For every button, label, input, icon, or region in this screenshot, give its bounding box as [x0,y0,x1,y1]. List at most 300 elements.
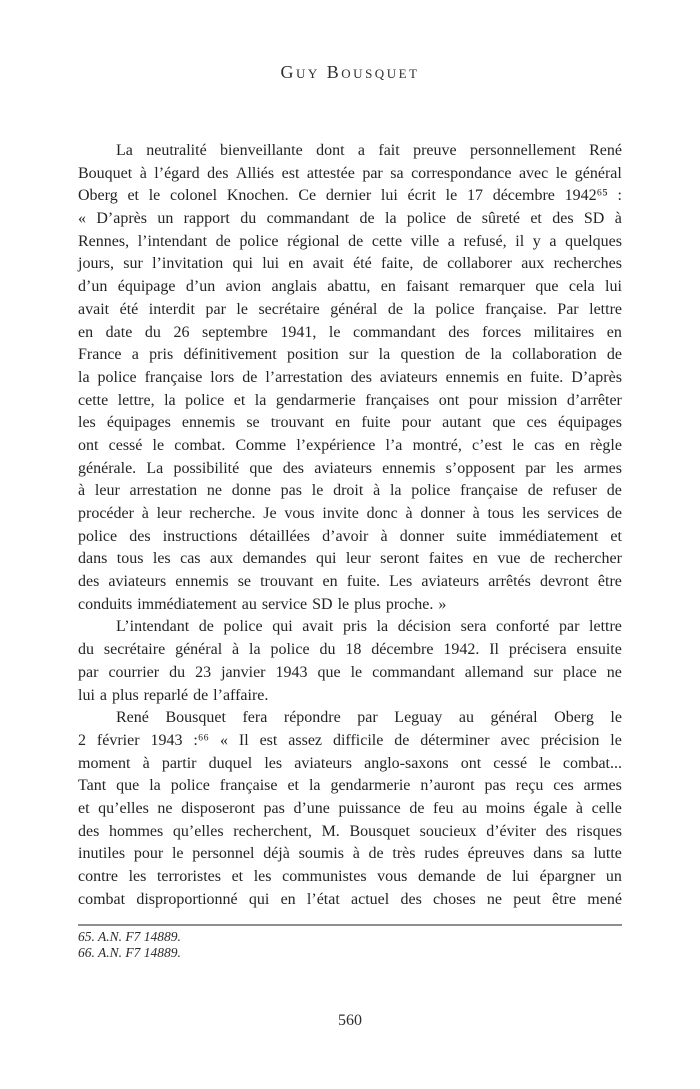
word: collaborer [447,255,512,273]
word: françaises [365,391,430,409]
word: cette [371,232,403,250]
text-line [78,662,622,685]
word: par [525,459,546,477]
word: est [281,164,300,182]
word: c’est [472,436,503,454]
word: se [246,414,260,432]
word: faites [428,550,464,568]
word: aux [209,550,234,568]
word: ennemis [181,414,236,432]
word: le [539,754,551,772]
word: d’un [185,278,216,296]
word: mission [507,391,558,409]
word: de [242,368,258,386]
text-line [78,503,622,526]
word: Alliés [235,164,275,182]
word: date [105,323,133,341]
word: aviateurs [294,754,352,772]
word: de [215,232,231,250]
word: l’invitation [152,255,224,273]
word: un [605,868,622,885]
word: anglais [271,278,317,296]
word: vue [497,550,521,568]
word: les [264,754,283,772]
word: combat [78,890,126,908]
word: militaires [533,323,595,341]
word: le [171,845,184,863]
word: en [380,278,396,296]
word: être [597,573,622,591]
word: française. [485,300,547,318]
word: sa [571,845,585,863]
word: neutralité [146,142,207,159]
word: allemand [464,663,524,681]
word: écrit [407,187,436,205]
word: par [78,663,99,681]
word: lettre [589,618,622,636]
word: moins [485,799,525,817]
word: un [157,210,174,228]
word: ont [438,391,460,409]
word: police [97,368,137,386]
word: colonel [170,187,218,205]
text-line [78,231,622,254]
word: y [532,232,541,250]
text-line [78,616,622,639]
word: correspondance [411,164,512,182]
word: sur [533,663,553,681]
word: attestée [306,164,355,182]
word: s’opposent [445,459,515,477]
word: ennemis [175,573,229,591]
word: ces [526,414,547,432]
word: aviateurs [108,573,167,591]
word: ennemis [382,459,436,477]
word: en [335,414,351,432]
word: le [152,436,165,454]
word: le [445,187,458,205]
text-line [78,707,622,730]
word: ne [486,890,503,908]
word: droit [333,482,364,500]
word: la [378,346,391,364]
word: qui [272,618,293,636]
word: déterminer [420,731,490,749]
word: feu [433,799,454,817]
word: police [223,618,263,636]
word: ces [553,777,574,795]
word: possibilité [173,459,240,477]
word: et [78,799,90,817]
word: à [472,505,480,522]
text-line [78,753,622,776]
word: preuve [413,142,457,159]
word: pas [280,482,302,500]
word: et [231,868,244,885]
word: le [311,482,324,500]
text-line [78,185,622,208]
word: soucieux [419,822,477,840]
word: de [464,346,481,364]
word: devront [539,573,589,591]
word: été [119,300,139,318]
word: lui [512,868,529,885]
word: Les [389,573,413,591]
text-line [78,140,622,163]
word: du [319,641,336,659]
word: seront [380,550,420,568]
word: rudes [424,845,459,863]
word: arrestation [129,482,198,500]
word: le [328,323,341,341]
word: police [185,391,225,409]
word: Tant [78,777,107,795]
word: au [458,709,474,727]
word: de [606,482,622,500]
footnote-rule [78,924,622,926]
text-line [78,843,622,866]
word: en [564,436,580,454]
word: française [219,777,278,795]
word: 1942⁶⁵ [564,187,608,205]
word: des [282,459,305,477]
word: ont [78,436,99,454]
word: à [614,210,622,228]
text-line [78,367,622,390]
word: Il [238,731,249,749]
word: le [148,187,161,205]
word: combat. [174,436,226,454]
word: Ce [298,187,317,205]
word: il [515,232,525,250]
word: fuite. [529,368,564,386]
text-line [78,526,622,549]
word: d’éviter [486,822,536,840]
word: trouvant [260,573,314,591]
word: cas [180,550,201,568]
word: des [448,323,470,341]
word: montré, [412,436,462,454]
word: jours, [78,255,114,273]
word: a [447,232,455,250]
word: police [239,232,279,250]
text-line [78,889,622,912]
word: de [486,868,502,885]
word: qui [315,550,337,568]
word: avion [225,278,262,296]
word: par [357,709,378,727]
word: est [259,731,278,749]
word: recherchent, [233,822,312,840]
word: sa [390,164,404,182]
word: que [249,459,273,477]
word: Leguay [394,709,443,727]
word: partir [161,754,197,772]
word: aviateurs [314,459,372,477]
word: contre [78,868,118,885]
word: secrétaire [258,300,320,318]
word: demandes [242,550,307,568]
word: la [249,641,261,659]
word: ne [606,663,622,681]
word: la [149,777,161,795]
word: qu’elles [172,822,224,840]
word: La [116,142,133,159]
word: d’une [293,799,330,817]
word: reçu [515,777,544,795]
word: février [96,731,140,749]
word: 17 [466,187,483,205]
word: conforté [496,618,550,636]
word: les [555,459,574,477]
word: fuite. [346,573,381,591]
word: ensuite [576,641,622,659]
word: en [288,255,304,273]
word: donner [420,505,465,522]
word: à [142,754,150,772]
word: que [317,663,341,681]
word: l’égard [154,164,200,182]
text-line [78,322,622,345]
word: équipages [106,414,171,432]
word: commandant [266,210,350,228]
word: 1943 [275,663,308,681]
word: des [207,164,229,182]
word: forces [482,323,522,341]
word: sur [348,346,369,364]
word: précision [540,731,600,749]
word: faite, [381,255,414,273]
word: recherche. [189,505,256,522]
word: des [400,890,422,908]
word: l’expérience [296,436,376,454]
word: général [330,300,378,318]
text-line [78,208,622,231]
word: moment [78,754,131,772]
word: par [205,300,226,318]
word: que [535,278,559,296]
word: de [348,232,364,250]
word: à [380,527,388,545]
word: sera [460,618,487,636]
word: tous [487,505,515,522]
word: : [617,187,622,205]
word: ne [206,482,222,500]
word: les [253,868,272,885]
word: équipages [558,414,622,432]
word: par [558,618,580,636]
word: qui [248,890,270,908]
word: la [308,777,321,795]
word: dont [316,142,345,159]
word: leur [345,550,371,568]
word: interdit [148,300,195,318]
text-line [78,435,622,458]
word: aviateurs [379,368,438,386]
word: précisera [508,641,567,659]
word: de [606,505,622,522]
word: et [127,187,139,205]
word: celle [591,799,622,817]
text-line [78,458,622,481]
word: de [387,300,403,318]
text-line [78,390,622,413]
word: française [144,368,203,386]
word: puissance [338,799,401,817]
text-line: lui a plus reparlé de l’affaire. [78,686,269,704]
word: difficile [332,731,384,749]
word: fait [378,142,400,159]
word: septembre [202,323,268,341]
text-line [78,866,622,889]
word: lettre [589,300,622,318]
word: disproportionné [136,890,238,908]
word: invite [322,505,359,522]
word: lettre, [117,391,155,409]
word: René [116,709,149,727]
word: Bouquet [78,164,133,182]
word: du [169,663,186,681]
word: d’avoir [322,527,369,545]
word: la [254,391,267,409]
word: choses [433,890,476,908]
word: a [131,346,139,364]
word: communistes [282,868,367,885]
word: pris [149,346,174,364]
word: sur [123,255,143,273]
word: de [409,799,425,817]
page-number: 560 [338,1012,362,1029]
word: rechercher [554,550,622,568]
body-text [78,140,622,911]
word: cessé [493,754,528,772]
word: épargner [539,868,596,885]
word: du [78,641,94,659]
word: de [198,618,214,636]
text-line [78,412,622,435]
word: à [373,482,381,500]
word: ville [410,232,440,250]
word: janvier [221,663,266,681]
text-line [78,821,622,844]
word: Rennes, [78,232,130,250]
word: avec [518,164,549,182]
text-line [78,775,622,798]
text-line [78,344,622,367]
word: la [376,618,389,636]
word: recherches [553,255,622,273]
text-line [78,253,622,276]
word: pas [484,777,506,795]
word: épreuves [467,845,525,863]
word: 1943 [150,731,183,749]
word: collaboration [512,346,597,364]
word: avait [302,618,334,636]
word: Comme [235,436,287,454]
word: « [219,731,228,749]
word: l’état [306,890,340,908]
word: été [353,255,372,273]
word: SD [583,210,605,228]
word: terroristes [156,868,221,885]
word: faisant [406,278,449,296]
text-line [78,276,622,299]
word: que [492,414,516,432]
word: les [128,868,147,885]
word: anglo-saxons [364,754,449,772]
word: détaillées [249,527,310,545]
text-line [78,798,622,821]
word: les [521,505,540,522]
word: le [350,663,363,681]
word: question [400,346,455,364]
word: rapport [183,210,230,228]
word: d’arrêter [566,391,622,409]
word: 18 [345,641,362,659]
word: Knochen. [226,187,289,205]
word: du [144,323,161,341]
word: décembre [492,187,555,205]
word: en [506,368,523,386]
word: remarquer [459,278,525,296]
word: Oberg [78,187,118,205]
word: générale. [78,459,137,477]
word: avait [312,255,344,273]
word: à [405,505,413,522]
word: général [490,709,538,727]
word: très [392,845,416,863]
word: de [529,550,545,568]
word: n’auront [420,777,475,795]
word: Je [263,505,277,522]
text-line: conduits immédiatement au service SD le plus proche. » [78,595,447,613]
word: inutiles [78,845,126,863]
word: mené [587,890,622,908]
word: à [232,641,240,659]
word: assez [288,731,323,749]
text-line [78,730,622,753]
word: cela [568,278,595,296]
word: la [490,346,502,364]
word: donner [399,527,445,545]
word: des [552,210,574,228]
word: gendarmerie [275,391,356,409]
word: d’un [78,278,108,296]
word: la [164,391,176,409]
word: le [610,731,622,749]
word: police [435,300,475,318]
word: personnel [192,845,255,863]
word: courrier [108,663,160,681]
word: tous [116,550,144,568]
word: police [170,777,210,795]
word: règle [589,436,622,454]
word: aux [521,255,545,273]
word: ennemis [445,368,499,386]
word: 1941, [280,323,317,341]
word: le [610,709,622,727]
word: pour [468,391,499,409]
word: dans [533,845,563,863]
word: quelques [565,232,622,250]
word: par [362,164,383,182]
word: pris [342,618,367,636]
word: de [368,845,384,863]
word: armes [583,777,622,795]
footnotes [78,929,622,960]
word: peut [513,890,541,908]
word: de [394,731,410,749]
